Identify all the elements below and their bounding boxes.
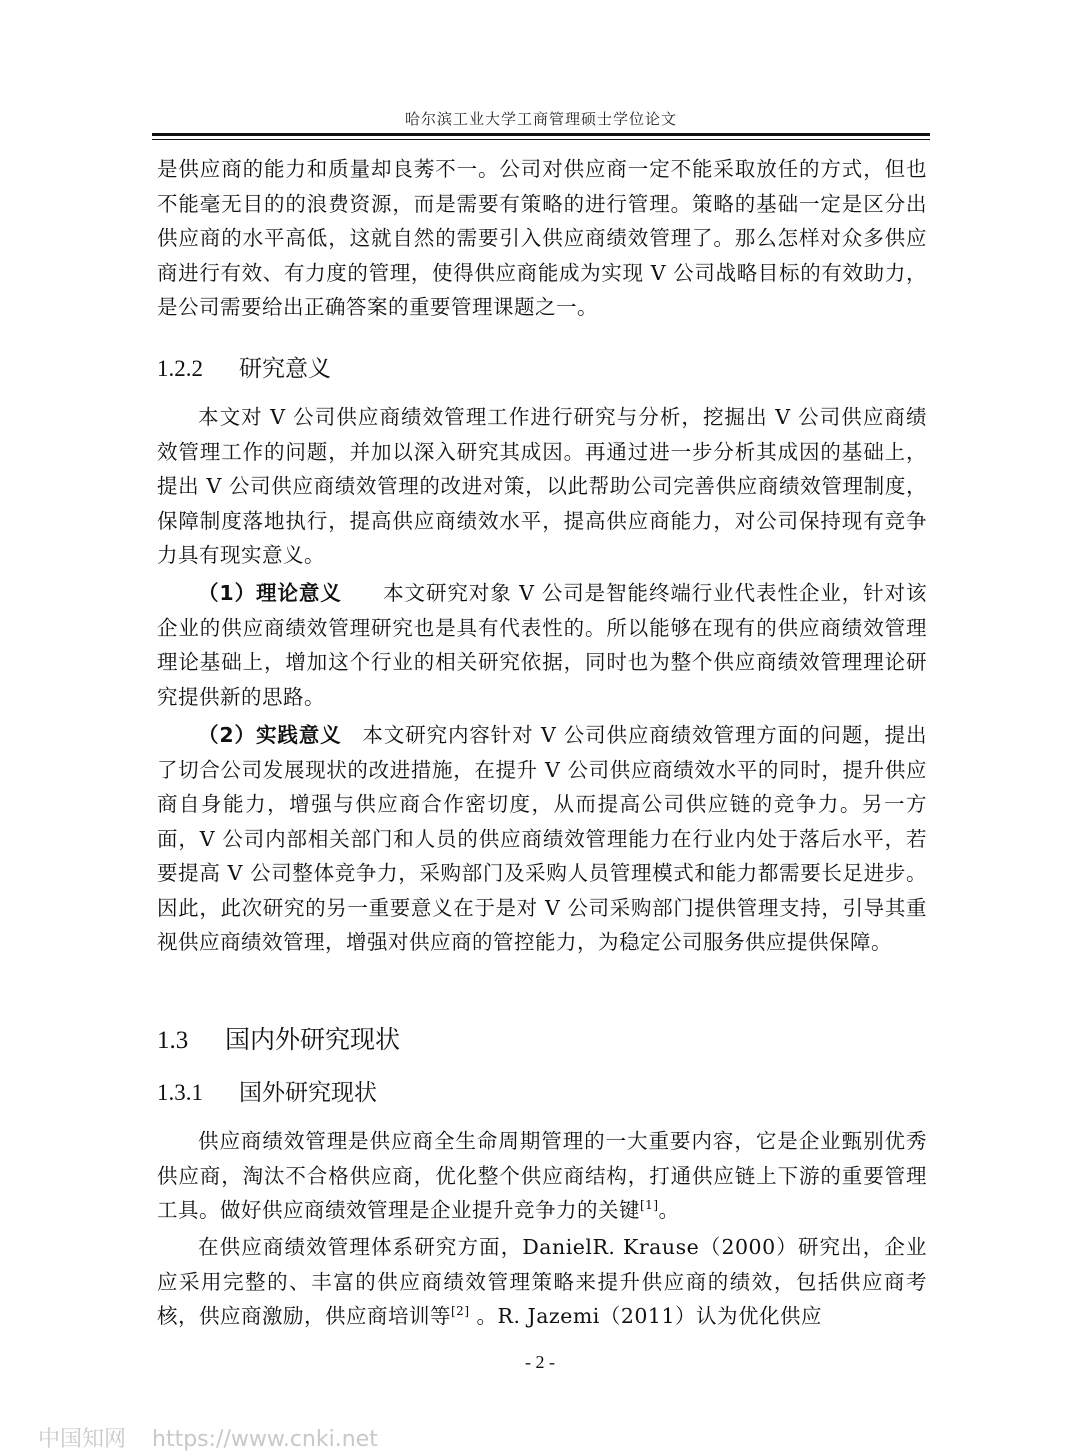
citation-ref: [1]	[640, 1198, 659, 1213]
paragraph-foreign-intro	[157, 1124, 927, 1228]
paragraph-text	[157, 576, 927, 714]
section-number: 1.3.1	[157, 1080, 203, 1105]
paragraph-foreign-system	[157, 1230, 927, 1334]
paragraph-end: 。	[658, 1198, 680, 1222]
section-title: 国内外研究现状	[225, 1025, 401, 1054]
paragraph-text: 是供应商的能力和质量却良莠不一。公司对供应商一定不能采取放任的方式，但也不能毫无目的的浪费资源，而是需要有策略的进行管理。策略的基础一定是区分出供应商的水平高低，这就自然的需要引入供应商绩效管理了。那么怎样对众多供应商进行有效、有力度的管理，使得供应商能成为实现 V 公司战略目标的有效助力，是公司需要给出正确答案的重要管理课题之一。	[157, 157, 927, 319]
watermark-url: https://www.cnki.net	[152, 1427, 378, 1452]
paragraph-significance	[157, 400, 927, 573]
paragraph-body: 供应商绩效管理是供应商全生命周期管理的一大重要内容，它是企业甄别优秀供应商，淘汰不合格供应商，优化整个供应商结构，打通供应链上下游的重要管理工具。做好供应商绩效管理是企业提升竞争力的关键	[157, 1129, 927, 1222]
paragraph-body: 本文研究内容针对 V 公司供应商绩效管理方面的问题，提出了切合公司发展现状的改进措施，在提升 V 公司供应商绩效水平的同时，提升供应商自身能力，增强与供应商合作密切度，从而提高公司供应链的竞争力。另一方面，V 公司内部相关部门和人员的供应商绩效管理能力在行业内处于落后水平，若要提高 V 公司整体竞争力，采购部门及采购人员管理模式和能力都需要长足进步。因此，此次研究的另一重要意义在于是对 V 公司采购部门提供管理支持，引导其重视供应商绩效管理，增强对供应商的管控能力，为稳定公司服务供应提供保障。	[157, 723, 928, 954]
paragraph-theory	[157, 576, 927, 714]
section-heading-1-2-2	[157, 350, 331, 383]
page-number: - 2 -	[525, 1352, 555, 1372]
citation-ref: [2]	[451, 1304, 470, 1319]
paragraph-text	[157, 1124, 927, 1228]
running-header: 哈尔滨工业大学工商管理硕士学位论文	[404, 110, 677, 128]
paragraph-text	[157, 1230, 927, 1334]
paragraph-text	[157, 718, 927, 960]
section-number: 1.3	[157, 1027, 189, 1054]
watermark-name: 中国知网	[38, 1427, 127, 1452]
section-heading-1-3	[157, 1020, 400, 1056]
paragraph-lead: （2）实践意义	[198, 723, 342, 747]
section-title: 国外研究现状	[239, 1080, 377, 1106]
header-rule-thick	[152, 133, 930, 136]
section-title: 研究意义	[239, 356, 331, 382]
header-rule-thin	[152, 139, 930, 140]
section-heading-1-3-1	[157, 1074, 377, 1107]
paragraph-continued	[157, 152, 927, 325]
cnki-watermark	[38, 1422, 378, 1453]
paragraph-lead: （1）理论意义	[198, 581, 342, 605]
paragraph-body-continued: 。R. Jazemi（2011）认为优化供应	[469, 1304, 823, 1328]
paragraph-text: 本文对 V 公司供应商绩效管理工作进行研究与分析，挖掘出 V 公司供应商绩效管理工作的问题，并加以深入研究其成因。再通过进一步分析其成因的基础上，提出 V 公司供应商绩效管理的改进对策，以此帮助公司完善供应商绩效管理制度，保障制度落地执行，提高供应商绩效水平，提高供应商能力，对公司保持现有竞争力具有现实意义。	[157, 405, 927, 567]
paragraph-practice	[157, 718, 927, 960]
section-number: 1.2.2	[157, 356, 203, 381]
paragraph-body: 在供应商绩效管理体系研究方面，DanielR. Krause（2000）研究出，企业应采用完整的、丰富的供应商绩效管理策略来提升供应商的绩效，包括供应商考核，供应商激励，供应商培训等	[157, 1235, 927, 1328]
paragraph-body: 本文研究对象 V 公司是智能终端行业代表性企业，针对该企业的供应商绩效管理研究也是具有代表性的。所以能够在现有的供应商绩效管理理论基础上，增加这个行业的相关研究依据，同时也为整个供应商绩效管理理论研究提供新的思路。	[157, 581, 927, 709]
